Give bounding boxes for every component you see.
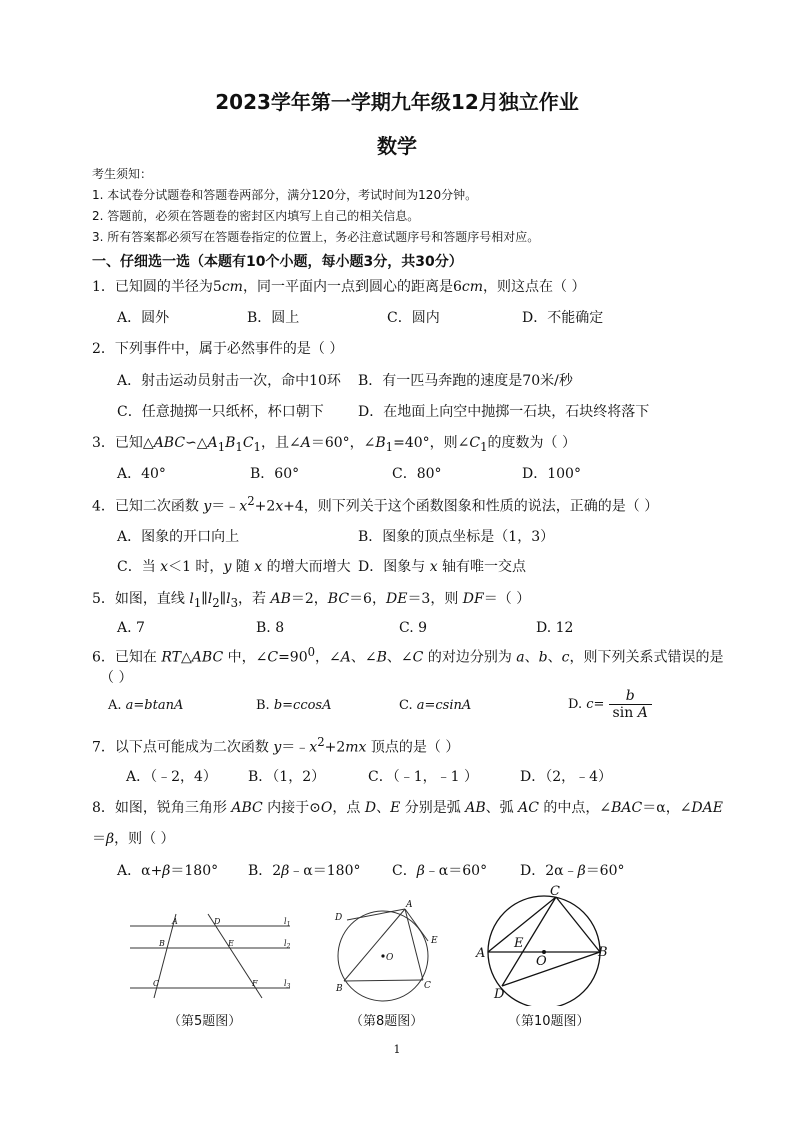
q1-option-d: D．不能确定 [522, 310, 604, 326]
q6-option-c: C. a=csinA [399, 698, 472, 713]
notice-item-1: 1. 本试卷分试题卷和答题卷两部分，满分120分，考试时间为120分钟。 [92, 188, 478, 202]
question-6: 6．已知在 RT△ABC 中，$\angle C=90^0$，∠A、∠B、∠C 的对边分别为 a、b、c，则下列关系式错误的是 [92, 645, 724, 666]
q2-option-d: D．在地面上向空中抛掷一石块，石块终将落下 [358, 404, 650, 420]
q3-option-b: B．60° [250, 466, 300, 482]
svg-text:l1: $l_1$ [284, 917, 291, 928]
svg-text:A: A [172, 917, 178, 926]
notice-item-2: 2. 答题前，必须在答题卷的密封区内填写上自己的相关信息。 [92, 209, 420, 223]
q2-option-a: A．射击运动员射击一次，命中10环 [117, 373, 341, 389]
q8-option-a: A．α+β＝180° [117, 863, 219, 879]
q2-option-c: C．任意抛掷一只纸杯，杯口朝下 [117, 404, 324, 420]
svg-text:l2: $l_2$ [284, 939, 291, 950]
figure-5-caption: （第5题图） [168, 1014, 242, 1029]
notice-heading: 考生须知： [92, 167, 153, 181]
q5-option-b: B. 8 [256, 620, 285, 636]
svg-text:E: E [228, 939, 234, 948]
svg-text:D: D [214, 917, 221, 926]
q8-option-d: D．2α﹣β＝60° [520, 863, 625, 879]
page-number: 1 [393, 1043, 401, 1056]
question-6-bracket: （ ） [100, 670, 133, 686]
q4-option-a: A．图象的开口向上 [117, 529, 240, 545]
q2-option-b: B．有一匹马奔跑的速度是70米/秒 [358, 373, 573, 389]
q7-option-b: B．（1，2） [248, 769, 326, 785]
svg-text:C: C [550, 884, 560, 899]
q7-option-d: D．（2，﹣4） [520, 769, 613, 785]
section-1-title: 一、仔细选一选（本题有10个小题，每小题3分，共30分） [92, 254, 463, 270]
svg-text:C: C [424, 981, 431, 991]
q5-option-a: A. 7 [117, 620, 145, 636]
svg-text:A: A [476, 946, 486, 961]
q5-option-c: C. 9 [399, 620, 428, 636]
svg-text:O: O [386, 953, 394, 963]
svg-text:C: C [153, 979, 160, 988]
svg-text:D: D [494, 987, 505, 1002]
question-5: 5．如图，直线 $l_1\parallel l_2\parallel l_3$，若 AB＝2，BC＝6，DE＝3，则 DF＝（ ） [92, 591, 531, 610]
svg-text:E: E [514, 936, 524, 951]
q8-option-b: B．2β﹣α＝180° [248, 863, 361, 879]
svg-text:E: E [431, 936, 438, 946]
q8-option-c: C．β﹣α＝60° [392, 863, 488, 879]
q6-option-d: D. c= $\frac{b}{\text{sin A}}$ [568, 688, 652, 721]
q7-option-a: A．（﹣2，4） [126, 769, 217, 785]
svg-text:B: B [336, 984, 343, 994]
figure-10-caption: （第10题图） [508, 1014, 590, 1029]
q3-option-c: C．80° [392, 466, 442, 482]
subject-title: 数学 [377, 134, 417, 158]
svg-text:F: F [252, 979, 258, 988]
figure-10 [472, 884, 612, 1006]
q6-option-b: B. b=ccosA [256, 698, 332, 713]
q5-option-d: D. 12 [536, 620, 574, 636]
q3-option-a: A．40° [117, 466, 166, 482]
svg-text:B: B [598, 945, 608, 960]
q1-option-c: C．圆内 [387, 310, 440, 326]
svg-text:B: B [159, 939, 165, 948]
question-7: 7．以下点可能成为二次函数 $y=﹣x^2+2mx$ 顶点的是（ ） [92, 735, 460, 756]
q4-option-c: C．当 x＜1 时，y 随 x 的增大而增大 [117, 559, 351, 575]
question-1: 1．已知圆的半径为5cm，同一平面内一点到圆心的距离是6cm，则这点在（ ） [92, 279, 586, 295]
question-8-cont: ＝β，则（ ） [92, 831, 175, 847]
q1-option-b: B．圆上 [247, 310, 300, 326]
figure-5 [122, 908, 302, 1000]
question-8: 8．如图，锐角三角形 ABC 内接于⊙O，点 D、E 分别是弧 AB、弧 AC 的中点，∠BAC＝α，∠DAE [92, 800, 723, 816]
q6-option-a: A. a=btanA [108, 698, 184, 713]
svg-text:D: D [335, 913, 343, 923]
figure-8-caption: （第8题图） [350, 1014, 424, 1029]
figure-8 [325, 896, 450, 1006]
question-2: 2．下列事件中，属于必然事件的是（ ） [92, 341, 344, 357]
q1-option-a: A．圆外 [117, 310, 170, 326]
question-4: 4．已知二次函数 $y=﹣x^2+2x+4$，则下列关于这个函数图象和性质的说法，正确的是（ ） [92, 494, 659, 515]
question-3: 3．已知$\triangle ABC∽\triangle A_1B_1C_1$，且∠A＝60°，$\angle B_1=40^\circ$，则$\angle C_1$的度数为（ ） [92, 435, 576, 454]
exam-title: 2023学年第一学期九年级12月独立作业 [215, 90, 579, 114]
svg-text:O: O [536, 954, 547, 969]
svg-text:A: A [406, 900, 413, 910]
q4-option-d: D．图象与 x 轴有唯一交点 [358, 559, 527, 575]
q7-option-c: C．（﹣1，﹣1 ） [368, 769, 478, 785]
notice-item-3: 3. 所有答案都必须写在答题卷指定的位置上，务必注意试题序号和答题序号相对应。 [92, 230, 540, 244]
q4-option-b: B．图象的顶点坐标是（1，3） [358, 529, 555, 545]
q3-option-d: D．100° [522, 466, 581, 482]
svg-text:l3: $l_3$ [284, 979, 291, 990]
